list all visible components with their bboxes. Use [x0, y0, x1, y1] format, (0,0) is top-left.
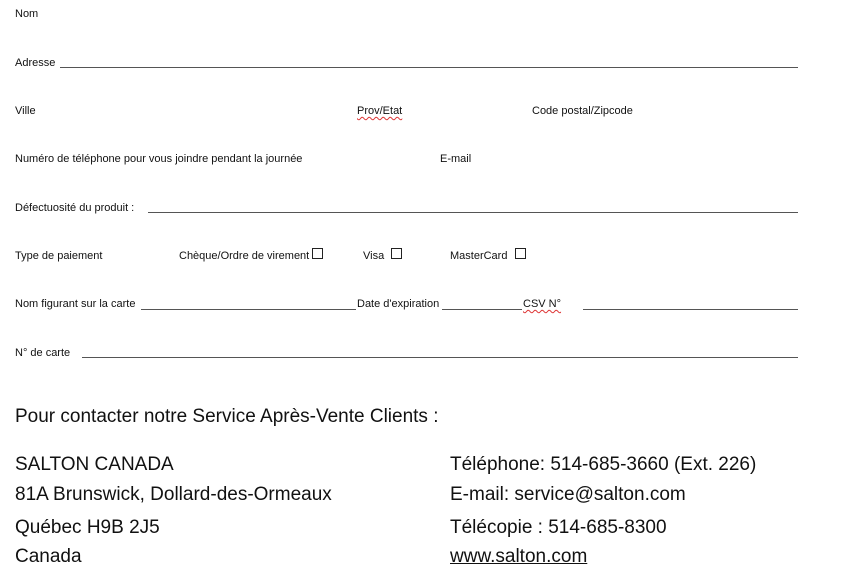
email-label: E-mail: [440, 153, 472, 165]
fax: Télécopie : 514-685-8300: [450, 517, 667, 538]
cheque-checkbox[interactable]: [312, 248, 323, 259]
contact-heading: Pour contacter notre Service Après-Vente Clients :: [15, 406, 439, 427]
telephone-label: Numéro de téléphone pour vous joindre pendant la journée: [15, 153, 303, 165]
nom-carte-line[interactable]: [141, 309, 356, 310]
defectuosite-label: Défectuosité du produit :: [15, 202, 135, 214]
cheque-label: Chèque/Ordre de virement: [179, 250, 310, 262]
contact-email: E-mail: service@salton.com: [450, 484, 686, 505]
date-expiration-line[interactable]: [442, 309, 522, 310]
date-expiration-label: Date d'expiration: [357, 298, 440, 310]
visa-checkbox[interactable]: [391, 248, 402, 259]
defectuosite-line[interactable]: [148, 212, 798, 213]
mastercard-label: MasterCard: [450, 250, 508, 262]
ville-label: Ville: [15, 105, 36, 117]
phone: Téléphone: 514-685-3660 (Ext. 226): [450, 454, 757, 475]
address-line-1: 81A Brunswick, Dollard-des-Ormeaux: [15, 484, 332, 505]
numero-carte-label: N° de carte: [15, 347, 71, 359]
country: Canada: [15, 546, 82, 567]
type-paiement-label: Type de paiement: [15, 250, 103, 262]
nom-label: Nom: [15, 8, 39, 20]
adresse-label: Adresse: [15, 57, 56, 69]
csv-label: CSV N°: [523, 298, 562, 310]
code-postal-label: Code postal/Zipcode: [532, 105, 633, 117]
mastercard-checkbox[interactable]: [515, 248, 526, 259]
address-line-2: Québec H9B 2J5: [15, 517, 160, 538]
numero-carte-line[interactable]: [82, 357, 798, 358]
company-name: SALTON CANADA: [15, 454, 174, 475]
website-link[interactable]: www.salton.com: [450, 546, 588, 567]
visa-label: Visa: [363, 250, 385, 262]
adresse-line[interactable]: [60, 67, 798, 68]
prov-etat-label: Prov/Etat: [357, 105, 403, 117]
nom-carte-label: Nom figurant sur la carte: [15, 298, 136, 310]
csv-line[interactable]: [583, 309, 798, 310]
